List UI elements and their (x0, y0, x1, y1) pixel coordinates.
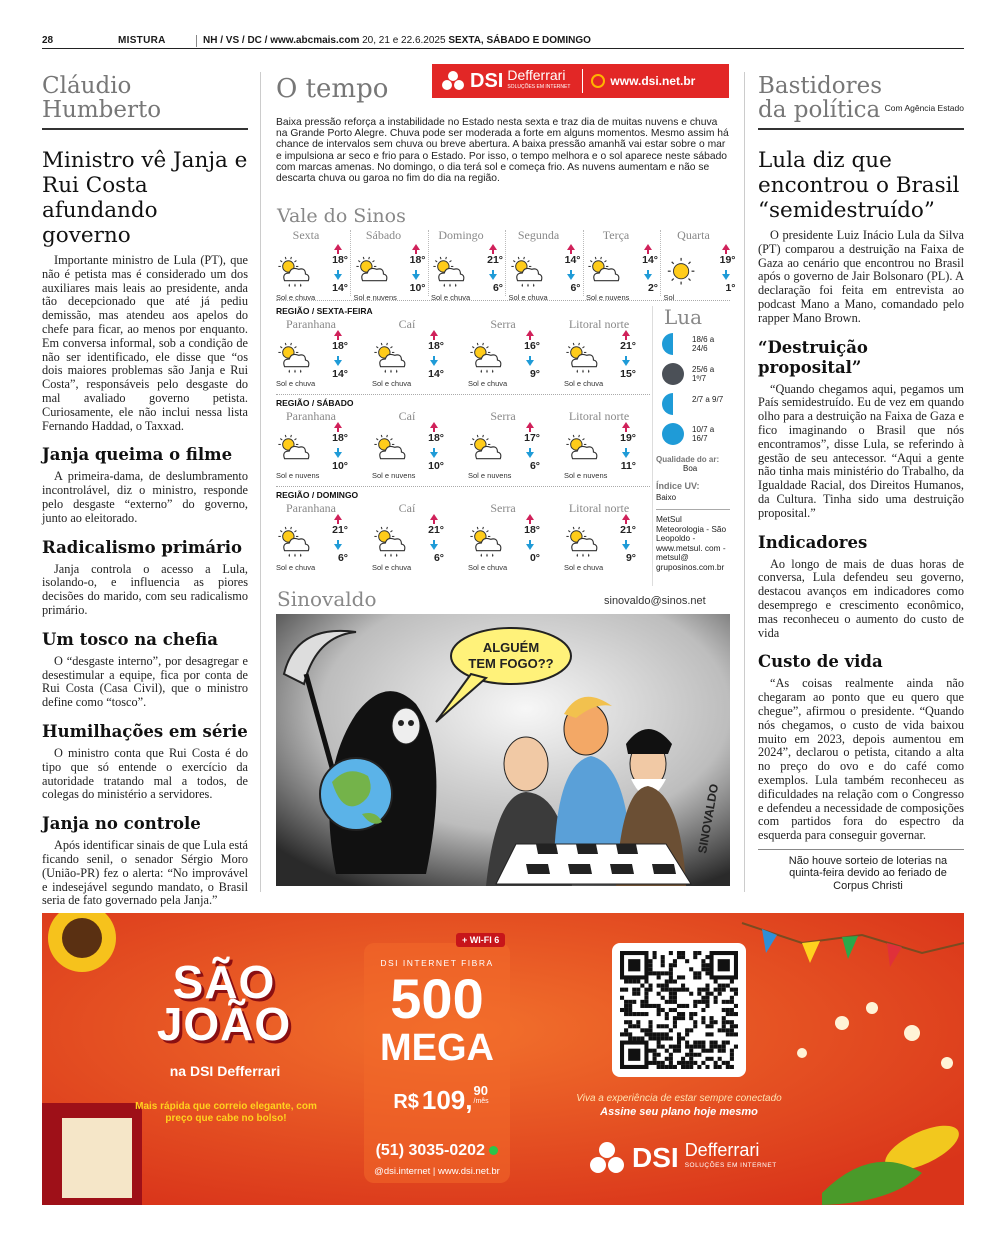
region-place-name: Serra (490, 409, 516, 423)
section-divider (276, 486, 650, 487)
dsi-logo-icon (440, 70, 466, 92)
min-temp: 10° (428, 460, 444, 472)
header-dates: 20, 21 e 22.6.2025 (362, 35, 446, 46)
max-temp: 21° (428, 524, 444, 536)
column-rule (758, 128, 964, 130)
column-divider (260, 72, 261, 892)
min-temp: 11° (620, 460, 636, 472)
sun-cloud-icon (586, 256, 622, 294)
ad-social[interactable]: @dsi.internet | www.dsi.net.br (374, 1166, 500, 1177)
sao-joao-subtitle: na DSI Defferrari (169, 1063, 281, 1079)
max-temp: 21° (487, 254, 503, 266)
page-header (42, 33, 964, 49)
note-text: O “desgaste interno”, por desagregar e desestimular a equipe, fica por conta de Rui Costa (Casa Civil), que o ministro define como “tosco”. (42, 653, 248, 710)
ad-experience: Viva a experiência de estar sempre conectado (576, 1093, 782, 1104)
uv-value: Baixo (656, 493, 677, 502)
min-temp: 6° (529, 460, 540, 472)
column-name-line: Bastidores (758, 73, 882, 99)
column-name-line: Cláudio (42, 73, 132, 99)
note-text: O ministro conta que Rui Costa é do tipo que só entende o exercício da autoridade tratando mal a todos, de colegas do ministério a servidores. (42, 745, 248, 802)
max-temp-arrow-icon (526, 514, 534, 520)
forecast-cell (468, 510, 546, 580)
region-place-name: Caí (398, 501, 416, 515)
header-days: SEXTA, SÁBADO E DOMINGO (448, 35, 591, 46)
max-temp-arrow-icon (334, 330, 342, 336)
globe-icon (591, 74, 605, 88)
ad-phone[interactable] (352, 1142, 522, 1160)
sun-cloud-rain-icon (564, 526, 600, 564)
section-title: Custo de vida (758, 652, 883, 672)
speed-unit: MEGA (380, 1027, 494, 1069)
column-name-line (758, 98, 964, 122)
agency-credit: Com Agência Estado (884, 103, 964, 113)
moon-divider (652, 306, 653, 586)
cartoon-title: Sinovaldo (277, 587, 377, 611)
region-place-name: Caí (398, 409, 416, 423)
sun-cloud-rain-icon (276, 342, 312, 380)
sun-cloud-rain-icon (276, 526, 312, 564)
max-temp-arrow-icon (622, 330, 630, 336)
forecast-cell (564, 510, 642, 580)
condition-label: Sol e chuva (508, 293, 548, 302)
column-name (42, 74, 248, 122)
wifi-badge: + WI-FI 6 (456, 933, 505, 947)
speed-value: 500 (390, 967, 484, 1030)
condition-label: Sol e chuva (468, 379, 508, 388)
region-place-name: Serra (490, 501, 516, 515)
max-temp: 18° (524, 524, 540, 536)
cartoon-email[interactable]: sinovaldo@sinos.net (604, 595, 706, 607)
min-temp-arrow-icon (622, 360, 630, 366)
max-temp-arrow-icon (567, 244, 575, 250)
condition-label: Sol e nuvens (372, 471, 416, 480)
max-temp: 18° (332, 340, 348, 352)
condition-label: Sol e chuva (276, 293, 316, 302)
moon-title: Lua (664, 305, 703, 329)
forecast-cell (276, 418, 354, 488)
sponsor-name: DSI (470, 69, 504, 92)
dsi-logo-icon (587, 1141, 627, 1175)
ad-brand-name: DSI (632, 1142, 679, 1173)
cartoon-signature: SINOVALDO (695, 782, 722, 855)
min-temp: 9° (529, 368, 540, 380)
min-temp: 6° (337, 552, 348, 564)
min-temp: 2° (647, 282, 658, 294)
region-place-name: Paranhana (286, 501, 336, 515)
left-column (42, 74, 248, 908)
moon-crescente-icon (662, 393, 684, 415)
sun-cloud-rain-icon (372, 526, 408, 564)
section-divider (276, 300, 730, 301)
sun-cloud-icon (564, 434, 600, 472)
weather-title: O tempo (276, 74, 389, 104)
min-temp: 6° (492, 282, 503, 294)
section-divider (276, 394, 650, 395)
min-temp: 6° (433, 552, 444, 564)
region-day-label: REGIÃO / SÁBADO (276, 398, 354, 408)
max-temp: 21° (620, 524, 636, 536)
sao-joao-line: JOÃO (156, 998, 292, 1050)
min-temp-arrow-icon (489, 274, 497, 280)
page-number: 28 (42, 35, 54, 46)
forecast-day-name: Terça (602, 228, 630, 242)
max-temp-arrow-icon (334, 422, 342, 428)
note-text: A primeira-dama, de deslumbramento incontrolável, diz o ministro, responde pelo desgaste “externo” do governo, junto ao eleitorado. (42, 469, 248, 525)
lead-paragraph: O presidente Luiz Inácio Lula da Silva (PT) comparou a destruição na Faixa de Gaza ao cenário que encontrou no Brasil após o governo de Jair Bolsonaro (PL). A declaração foi feita em entrevista ao podcast Mano a Mano, comandado pelo rapper Mano Brown. (758, 228, 964, 325)
forecast-day-name: Domingo (438, 228, 484, 242)
min-temp: 10° (409, 282, 426, 294)
header-site: NH / VS / DC / www.abcmais.com (203, 35, 360, 46)
max-temp: 18° (332, 254, 348, 266)
dsi-advertisement[interactable] (42, 913, 964, 1205)
sun-cloud-rain-icon (372, 342, 408, 380)
moon-phase-dates: 2/7 a 9/7 (692, 395, 724, 404)
section-text: Ao longo de mais de duas horas de conversa, Lula defendeu seu governo, destacou avanços em indicadores como desemprego e crescimento econômico, mas reconheceu o aumento do custo de vida (758, 556, 964, 640)
max-temp: 18° (409, 254, 426, 266)
min-temp-arrow-icon (430, 360, 438, 366)
day-divider (428, 230, 429, 296)
qr-code[interactable] (612, 943, 746, 1077)
region-day-label: REGIÃO / DOMINGO (276, 490, 359, 500)
condition-label: Sol e nuvens (468, 471, 512, 480)
sponsor-tag: SOLUÇÕES EM INTERNET (507, 84, 571, 90)
max-temp: 14° (564, 254, 581, 266)
min-temp: 10° (332, 460, 348, 472)
price-currency: R$ (393, 1091, 419, 1113)
section-title: Indicadores (758, 532, 868, 552)
sun-cloud-rain-icon (468, 526, 504, 564)
ad-tagline: Mais rápida que correio elegante, com preço que cabe no bolso! (135, 1101, 317, 1124)
max-temp-arrow-icon (526, 422, 534, 428)
min-temp-arrow-icon (334, 360, 342, 366)
max-temp-arrow-icon (622, 422, 630, 428)
forecast-cell (564, 326, 642, 396)
uv-label: Índice UV: (656, 481, 700, 491)
sun-cloud-rain-icon (276, 256, 312, 294)
price-value: 109, (421, 1085, 473, 1115)
forecast-cell (564, 418, 642, 488)
air-quality-label: Qualidade do ar: (656, 455, 720, 464)
sun-cloud-icon (276, 434, 312, 472)
moon-minguante-icon (662, 333, 684, 355)
max-temp-arrow-icon (526, 330, 534, 336)
region-place-name: Litoral norte (568, 317, 630, 331)
moon-nova-icon (662, 363, 684, 385)
sun-cloud-rain-icon (468, 342, 504, 380)
moon-phase-dates: 10/7 a 16/7 (692, 425, 715, 443)
min-temp-arrow-icon (622, 452, 630, 458)
max-temp-arrow-icon (430, 330, 438, 336)
max-temp: 19° (620, 432, 636, 444)
source-divider (656, 509, 730, 510)
min-temp-arrow-icon (334, 274, 342, 280)
max-temp: 18° (332, 432, 348, 444)
region-title: Vale do Sinos (277, 205, 406, 227)
ad-brand-block (685, 1142, 777, 1174)
note-title: Humilhações em série (42, 721, 248, 741)
region-place-name: Litoral norte (568, 409, 630, 423)
min-temp-arrow-icon (526, 452, 534, 458)
sun-cloud-icon (354, 256, 390, 294)
min-temp-arrow-icon (644, 274, 652, 280)
sun-cloud-rain-icon (509, 256, 545, 294)
max-temp: 17° (524, 432, 540, 444)
sao-joao-line: SÃO (172, 956, 276, 1008)
forecast-cell (276, 510, 354, 580)
condition-label: Sol e chuva (564, 379, 604, 388)
weather-source: MetSul Meteorologia - São Leopoldo - www.metsul. com - metsul@ gruposinos.com.br (656, 514, 727, 572)
max-temp-arrow-icon (489, 244, 497, 250)
phone-number[interactable]: (51) 3035-0202 (375, 1142, 485, 1159)
region-day-label: REGIÃO / SEXTA-FEIRA (276, 306, 373, 316)
main-headline: Lula diz que encontrou o Brasil “semidestruído” (758, 148, 960, 223)
day-divider (350, 230, 351, 296)
sun-icon (664, 256, 700, 294)
condition-label: Sol e chuva (276, 563, 316, 572)
condition-label: Sol e nuvens (353, 293, 397, 302)
max-temp: 19° (719, 254, 736, 266)
product-name: DSI INTERNET FIBRA (380, 958, 494, 968)
sun-cloud-rain-icon (431, 256, 467, 294)
moon-phase-dates: 25/6 a 1º/7 (692, 365, 715, 383)
min-temp: 6° (570, 282, 581, 294)
min-temp: 14° (428, 368, 444, 380)
region-place-name: Paranhana (286, 317, 336, 331)
min-temp-arrow-icon (430, 452, 438, 458)
condition-label: Sol e chuva (276, 379, 316, 388)
condition-label: Sol e chuva (372, 379, 412, 388)
header-divider (196, 35, 197, 47)
condition-label: Sol e nuvens (564, 471, 608, 480)
column-divider (744, 72, 745, 892)
forecast-cell (276, 326, 354, 396)
lottery-note: Não houve sorteio de loterias na quinta-feira devido ao feriado de Corpus Christi (758, 849, 964, 893)
condition-label: Sol e chuva (564, 563, 604, 572)
sun-cloud-icon (372, 434, 408, 472)
price (376, 1085, 506, 1116)
min-temp-arrow-icon (412, 274, 420, 280)
forecast-cell (468, 326, 546, 396)
max-temp: 16° (524, 340, 540, 352)
sao-joao-title (154, 956, 294, 1050)
max-temp: 21° (620, 340, 636, 352)
max-temp: 18° (428, 340, 444, 352)
min-temp: 1° (725, 282, 736, 294)
forecast-day-name: Segunda (517, 228, 560, 242)
condition-label: Sol e chuva (372, 563, 412, 572)
min-temp-arrow-icon (334, 544, 342, 550)
condition-label: Sol e nuvens (276, 471, 320, 480)
lead-paragraph: Importante ministro de Lula (PT), que não é petista mas é considerado um dos auxiliares mais leais ao presidente, anda tão decepcionado que até já pediu demissão, mas atendeu aos apelos do chefe para ficar, ao menos por enquanto. Em conversa informal, sob a condição de não ser identificado, ele disse que “os dois maiores problemas são Janja e Rui Costa”, responsáveis pelo desgaste do mal avaliado governo petista. Curiosamente, ele não inclui nessa lista Fernando Haddad, o Taxxad. (42, 253, 248, 433)
region-place-name: Litoral norte (568, 501, 630, 515)
condition-label: Sol e nuvens (586, 293, 630, 302)
max-temp: 14° (642, 254, 658, 266)
moon-phase-dates: 18/6 a 24/6 (692, 335, 715, 353)
forecast-cell (372, 510, 450, 580)
condition-label: Sol e chuva (431, 293, 471, 302)
speech-line: ALGUÉM (482, 640, 540, 655)
whatsapp-icon (489, 1146, 498, 1155)
right-column (758, 74, 964, 892)
price-period: /mês (473, 1098, 489, 1105)
column-name-text: da política (758, 97, 881, 123)
min-temp: 14° (332, 368, 348, 380)
cartoon-illustration (276, 614, 730, 886)
note-text: Janja controla o acesso a Lula, isolando-o, e influencia as piores decisões do marido, com seu radicalismo primário. (42, 561, 248, 617)
cartoon-panel (276, 614, 730, 886)
ad-brand-tag: SOLUÇÕES EM INTERNET (684, 1162, 777, 1169)
ad-cta[interactable]: Assine seu plano hoje mesmo (600, 1106, 758, 1118)
column-rule (42, 128, 248, 130)
section-name: MISTURA (118, 35, 166, 46)
min-temp-arrow-icon (334, 452, 342, 458)
max-temp-arrow-icon (412, 244, 420, 250)
max-temp-arrow-icon (430, 422, 438, 428)
max-temp-arrow-icon (644, 244, 652, 250)
sponsor-brand: Defferrari (507, 67, 566, 83)
forecast-day-name: Quarta (677, 228, 710, 242)
min-temp-arrow-icon (430, 544, 438, 550)
min-temp-arrow-icon (526, 360, 534, 366)
forecast-cell (372, 326, 450, 396)
min-temp: 9° (625, 552, 636, 564)
max-temp: 21° (332, 524, 348, 536)
speech-line: TEM FOGO?? (468, 656, 554, 671)
ad-brand (587, 1141, 777, 1175)
region-place-name: Serra (490, 317, 516, 331)
forecast-cell (372, 418, 450, 488)
min-temp-arrow-icon (567, 274, 575, 280)
min-temp-arrow-icon (722, 274, 730, 280)
note-title: Radicalismo primário (42, 537, 242, 557)
region-place-name: Paranhana (286, 409, 336, 423)
max-temp-arrow-icon (334, 244, 342, 250)
column-name-line: Humberto (42, 97, 162, 123)
sun-cloud-icon (468, 434, 504, 472)
note-title: Janja queima o filme (42, 445, 233, 465)
note-text: Após identificar sinais de que Lula está ficando senil, o senador Sérgio Moro (União-PR) fez o alerta: “No improvável e indesejável segundo mandato, o Brasil seria de fato governado pela Janja.” (42, 838, 248, 908)
forecast-cell (468, 418, 546, 488)
min-temp: 14° (332, 282, 348, 294)
min-temp: 15° (620, 368, 636, 380)
day-divider (505, 230, 506, 296)
sponsor-url[interactable]: www.dsi.net.br (610, 74, 696, 88)
price-cents-block (474, 1085, 489, 1107)
condition-label: Sol (663, 293, 675, 302)
ad-brand-word: Defferrari (684, 1140, 760, 1160)
price-cents: 90 (473, 1083, 488, 1098)
weather-sponsor-banner[interactable] (432, 64, 729, 98)
min-temp-arrow-icon (526, 544, 534, 550)
max-temp: 18° (428, 432, 444, 444)
condition-label: Sol e chuva (468, 563, 508, 572)
section-title: “Destruição proposital” (758, 337, 868, 377)
region-place-name: Caí (398, 317, 416, 331)
max-temp-arrow-icon (622, 514, 630, 520)
day-divider (583, 230, 584, 296)
section-text: “Quando chegamos aqui, pegamos um País semidestruído. Eu de vez em quando olho para a destruição na Faixa de Gaza e fico imaginando o Brasil que nós encontramos”, disse Lula, se referindo à gestão de seu antecessor. “Aqui a gente não tinha mais ministério do Trabalho, da Igualdade Racial, dos Direitos Humanos, da Cultura. Tinha sido uma destruição proposital.” (758, 381, 964, 520)
sponsor-brand-block (507, 69, 570, 93)
note-title: Janja no controle (42, 814, 201, 834)
forecast-day-name: Sábado (365, 228, 402, 242)
max-temp-arrow-icon (334, 514, 342, 520)
column-name (758, 74, 964, 122)
main-headline: Ministro vê Janja e Rui Costa afundando governo (42, 148, 248, 248)
min-temp-arrow-icon (622, 544, 630, 550)
forecast-day-name: Sexta (292, 228, 320, 242)
weather-intro: Baixa pressão reforça a instabilidade no Estado nesta sexta e traz dia de muitas nuvens e chuva na Grande Porto Alegre. Chuva pode ser moderada a forte em alguns momentos. Mesmo assim há chance de intervalos sem chuva ou breve abertura. A baixa pressão amanhã vai estar sobre o mar e impulsiona ar seco e frio para o Estado. Por isso, o tempo melhora e o sol aparece neste sábado com marcas amenas. No domingo, o dia terá sol e começa frio. As nuvens aumentam e não se descarta chuva ou garoa no fim do dia na região. (276, 117, 729, 185)
air-quality-value: Boa (683, 464, 698, 473)
qr-code-image (620, 951, 738, 1069)
day-divider (660, 230, 661, 296)
max-temp-arrow-icon (430, 514, 438, 520)
min-temp: 0° (529, 552, 540, 564)
header-edition (203, 35, 591, 46)
sun-cloud-rain-icon (564, 342, 600, 380)
max-temp-arrow-icon (722, 244, 730, 250)
note-title: Um tosco na chefia (42, 629, 218, 649)
sponsor-divider (582, 69, 583, 93)
section-text: “As coisas realmente ainda não chegaram ao ponto que eu quero que chegue”, afirmou o presidente. “Quando nós chegamos, o custo de vida baixou muito em 2023, depois aumentou em 2024”, declarou o petista, citando a alta no preço do ovo e do café como exemplos. Lula também reconheceu as dificuldades na relação com o Congresso e defendeu a necessidade de composições com partidos fora do espectro da esquerda para conseguir governar. (758, 676, 964, 843)
moon-cheia-icon (662, 423, 684, 445)
